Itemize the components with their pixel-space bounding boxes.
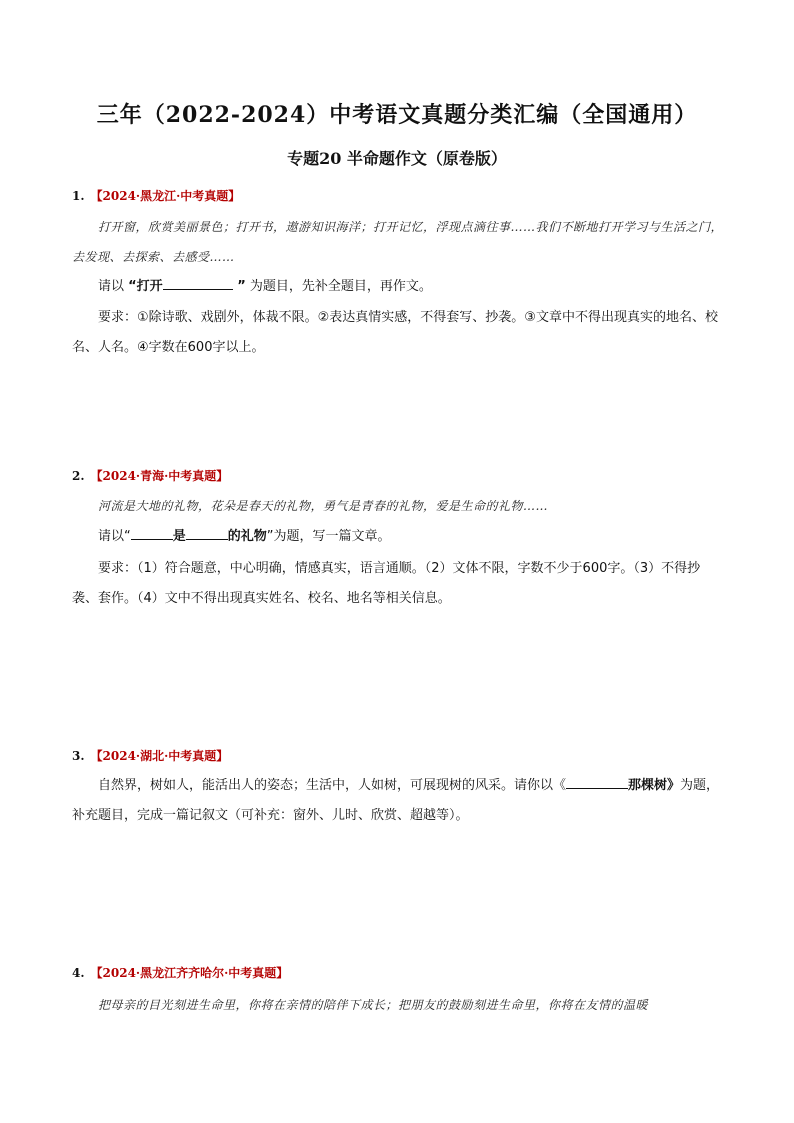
document-title: 三年（2022-2024）中考语文真题分类汇编（全国通用） bbox=[96, 102, 698, 128]
question-2-source: 【2024·青海·中考真题】 bbox=[90, 469, 229, 483]
question-1-prompt: 打开窗，欣赏美丽景色；打开书，遨游知识海洋；打开记忆，浮现点滴往事……我们不断地打开学习与生活之门，去发现、去探索、去感受…… bbox=[72, 220, 724, 264]
question-1-blank bbox=[163, 275, 233, 290]
question-1-title-start: “打开 bbox=[128, 279, 163, 294]
question-2-prompt: 河流是大地的礼物，花朵是春天的礼物，勇气是青春的礼物，爱是生命的礼物…… bbox=[98, 499, 549, 513]
question-2-title-end: 的礼物 bbox=[227, 529, 267, 544]
question-2-instruction-pre: 请以“ bbox=[98, 529, 131, 544]
question-3-number: 3. bbox=[72, 749, 85, 763]
question-1-requirements: 要求：①除诗歌、戏剧外，体裁不限。②表达真情实感，不得套写、抄袭。③文章中不得出现真实的地名、校名、人名。④字数在600字以上。 bbox=[72, 310, 718, 355]
question-2-title-mid: 是 bbox=[172, 529, 186, 544]
question-3-text-post: 为题，补充题目，完成一篇记叙文（可补充：窗外、儿时、欣赏、超越等）。 bbox=[72, 778, 720, 823]
question-2-requirements: 要求：（1）符合题意，中心明确，情感真实，语言通顺。（2）文体不限，字数不少于600字。（3）不得抄袭、套作。（4）文中不得出现真实姓名、校名、地名等相关信息。 bbox=[72, 561, 701, 606]
question-3-text-pre: 自然界，树如人，能活出人的姿态；生活中，人如树，可展现树的风采。请你以《 bbox=[98, 778, 567, 793]
question-2-header bbox=[72, 467, 228, 484]
question-1-source: 【2024·黑龙江·中考真题】 bbox=[90, 189, 241, 203]
document-subtitle: 专题20 半命题作文（原卷版） bbox=[287, 149, 507, 168]
question-1-header bbox=[72, 187, 240, 204]
question-2-blank-a bbox=[131, 525, 173, 540]
question-4-prompt: 把母亲的目光刻进生命里，你将在亲情的陪伴下成长；把朋友的鼓励刻进生命里，你将在友情的温暖 bbox=[98, 998, 649, 1012]
question-4-number: 4. bbox=[72, 966, 85, 980]
question-2-instruction-post: ”为题，写一篇文章。 bbox=[266, 529, 391, 544]
question-3-header bbox=[72, 747, 228, 764]
question-2-number: 2. bbox=[72, 469, 85, 483]
question-1-number: 1. bbox=[72, 189, 85, 203]
question-1-title-end: ” bbox=[232, 279, 246, 294]
question-1-instruction-post: 为题目，先补全题目，再作文。 bbox=[245, 279, 432, 294]
question-3-text bbox=[72, 771, 724, 831]
question-1-instruction bbox=[72, 272, 724, 302]
question-3-source: 【2024·湖北·中考真题】 bbox=[90, 749, 229, 763]
question-2-instruction bbox=[72, 522, 724, 552]
question-3-title-end: 那棵树》 bbox=[628, 778, 681, 793]
question-2-blank-b bbox=[186, 525, 228, 540]
question-1-instruction-pre: 请以 bbox=[98, 279, 129, 294]
question-4-header bbox=[72, 964, 288, 981]
question-3-blank bbox=[566, 774, 628, 789]
question-4-source: 【2024·黑龙江齐齐哈尔·中考真题】 bbox=[90, 966, 289, 980]
